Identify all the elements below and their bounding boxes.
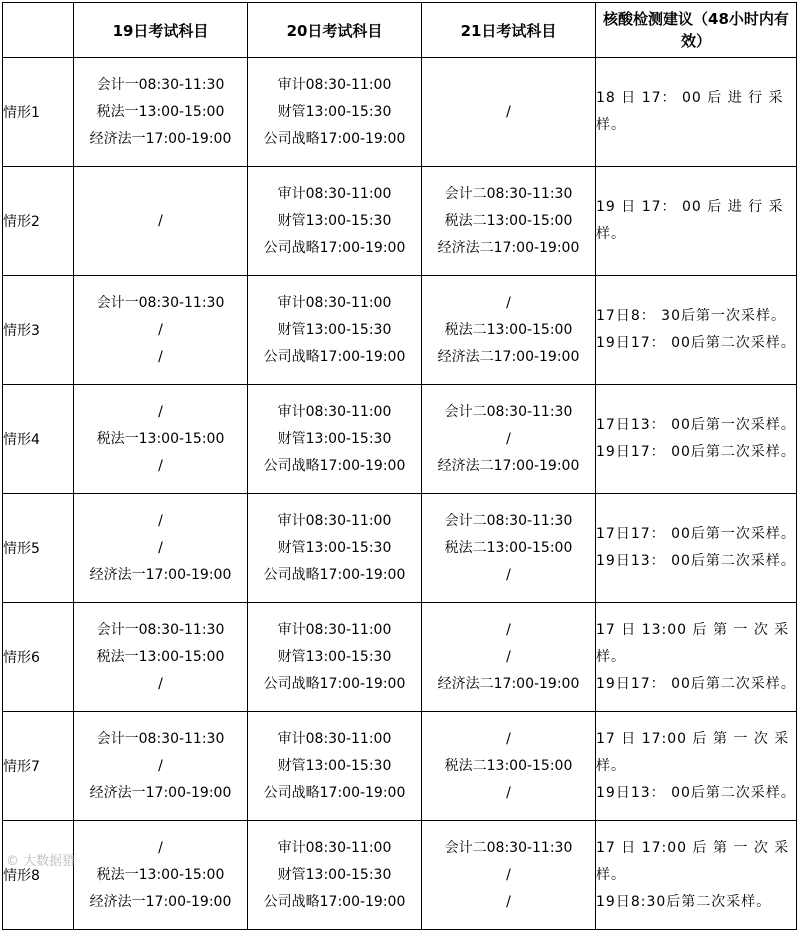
schedule-cell-d20 (248, 58, 422, 167)
schedule-cell-d20 (248, 494, 422, 603)
exam-schedule-table (2, 2, 797, 930)
cell-line: 财管13:00-15:30 (277, 539, 392, 556)
cell-line: 税法一13:00-15:00 (96, 430, 225, 447)
schedule-cell-d19 (74, 603, 248, 712)
scenario-label: 情形2 (3, 167, 74, 276)
schedule-cell-d20 (248, 603, 422, 712)
cell-line: 审计08:30-11:00 (277, 403, 392, 420)
cell-line: 税法二13:00-15:00 (444, 539, 573, 556)
cell-line: 公司战略17:00-19:00 (263, 348, 406, 365)
scenario-label: 情形4 (3, 385, 74, 494)
scenario-label: 情形1 (3, 58, 74, 167)
schedule-cell-d19 (74, 167, 248, 276)
advice-cell (596, 712, 797, 821)
cell-line: 公司战略17:00-19:00 (263, 893, 406, 910)
cell-line: 17日8： 30后第一次采样。 (596, 308, 786, 324)
cell-line: 审计08:30-11:00 (277, 76, 392, 93)
cell-line: 19 日 17： 00 后 进 行 采 样。 (596, 199, 784, 242)
cell-line: 税法一13:00-15:00 (96, 103, 225, 120)
cell-line: 财管13:00-15:30 (277, 757, 392, 774)
cell-line: 公司战略17:00-19:00 (263, 566, 406, 583)
cell-line: 税法一13:00-15:00 (96, 866, 225, 883)
table-body (3, 58, 797, 930)
header-day20: 20日考试科目 (248, 3, 422, 58)
cell-line: / (158, 757, 163, 774)
cell-line: 审计08:30-11:00 (277, 730, 392, 747)
header-row (3, 3, 797, 58)
table-row (3, 494, 797, 603)
cell-line: / (158, 512, 163, 529)
cell-line: 19日8:30后第二次采样。 (596, 893, 772, 910)
cell-line: / (506, 294, 511, 311)
header-day19: 19日考试科目 (74, 3, 248, 58)
cell-line: 19日17： 00后第二次采样。 (596, 335, 796, 351)
header-advice: 核酸检测建议（48小时内有效） (596, 3, 797, 58)
cell-line: 税法一13:00-15:00 (96, 648, 225, 665)
scenario-label: 情形3 (3, 276, 74, 385)
scenario-label: 情形8 (3, 821, 74, 930)
cell-line: 财管13:00-15:30 (277, 321, 392, 338)
cell-line: 经济法二17:00-19:00 (437, 457, 580, 474)
scenario-label: 情形5 (3, 494, 74, 603)
cell-line: 17日13： 00后第一次采样。 (596, 417, 796, 433)
cell-line: 税法二13:00-15:00 (444, 321, 573, 338)
schedule-cell-d21 (422, 385, 596, 494)
cell-line: 17日17： 00后第一次采样。 (596, 526, 796, 542)
cell-line: 财管13:00-15:30 (277, 648, 392, 665)
cell-line: / (506, 784, 511, 801)
cell-line: 会计二08:30-11:30 (444, 512, 573, 529)
schedule-cell-d21 (422, 276, 596, 385)
cell-line: 经济法二17:00-19:00 (437, 348, 580, 365)
schedule-cell-d21 (422, 167, 596, 276)
cell-line: 审计08:30-11:00 (277, 621, 392, 638)
schedule-cell-d20 (248, 712, 422, 821)
cell-line: / (506, 621, 511, 638)
cell-line: 公司战略17:00-19:00 (263, 130, 406, 147)
cell-line: 会计一08:30-11:30 (96, 621, 225, 638)
cell-line: 会计二08:30-11:30 (444, 185, 573, 202)
cell-line: / (158, 348, 163, 365)
cell-line: 17 日 13:00 后 第 一 次 采 样。 (596, 621, 790, 665)
schedule-cell-d19 (74, 276, 248, 385)
cell-line: 会计一08:30-11:30 (96, 294, 225, 311)
schedule-cell-d19 (74, 58, 248, 167)
advice-cell (596, 603, 797, 712)
cell-line: 财管13:00-15:30 (277, 866, 392, 883)
schedule-cell-d19 (74, 712, 248, 821)
cell-line: 会计一08:30-11:30 (96, 76, 225, 93)
cell-line: 财管13:00-15:30 (277, 430, 392, 447)
table-row (3, 385, 797, 494)
advice-cell (596, 821, 797, 930)
cell-line: 经济法一17:00-19:00 (89, 130, 232, 147)
schedule-cell-d21 (422, 58, 596, 167)
table-row (3, 276, 797, 385)
advice-cell (596, 58, 797, 167)
cell-line: 公司战略17:00-19:00 (263, 784, 406, 801)
cell-line: 公司战略17:00-19:00 (263, 239, 406, 256)
schedule-cell-d19 (74, 821, 248, 930)
schedule-cell-d21 (422, 603, 596, 712)
cell-line: 公司战略17:00-19:00 (263, 457, 406, 474)
cell-line: 会计一08:30-11:30 (96, 730, 225, 747)
cell-line: / (158, 321, 163, 338)
cell-line: 财管13:00-15:30 (277, 212, 392, 229)
table-row (3, 712, 797, 821)
scenario-label: 情形6 (3, 603, 74, 712)
cell-line: / (506, 566, 511, 583)
cell-line: / (158, 403, 163, 420)
schedule-cell-d21 (422, 821, 596, 930)
cell-line: / (506, 866, 511, 883)
cell-line: 经济法二17:00-19:00 (437, 239, 580, 256)
schedule-cell-d21 (422, 494, 596, 603)
schedule-cell-d20 (248, 167, 422, 276)
cell-line: 经济法一17:00-19:00 (89, 784, 232, 801)
cell-line: 税法二13:00-15:00 (444, 757, 573, 774)
header-day21: 21日考试科目 (422, 3, 596, 58)
cell-line: 19日17： 00后第二次采样。 (596, 444, 796, 460)
table-row (3, 167, 797, 276)
cell-line: 公司战略17:00-19:00 (263, 675, 406, 692)
advice-cell (596, 385, 797, 494)
cell-line: / (506, 893, 511, 910)
cell-line: 经济法一17:00-19:00 (89, 893, 232, 910)
cell-line: / (158, 212, 163, 229)
schedule-cell-d20 (248, 276, 422, 385)
table-row (3, 58, 797, 167)
cell-line: 17 日 17:00 后 第 一 次 采 样。 (596, 839, 790, 883)
advice-cell (596, 494, 797, 603)
schedule-cell-d20 (248, 385, 422, 494)
cell-line: / (506, 430, 511, 447)
schedule-cell-d19 (74, 494, 248, 603)
cell-line: 审计08:30-11:00 (277, 294, 392, 311)
cell-line: 18 日 17： 00 后 进 行 采 样。 (596, 90, 784, 133)
advice-cell (596, 276, 797, 385)
cell-line: 审计08:30-11:00 (277, 185, 392, 202)
cell-line: 经济法一17:00-19:00 (89, 566, 232, 583)
cell-line: 税法二13:00-15:00 (444, 212, 573, 229)
cell-line: 19日13： 00后第二次采样。 (596, 553, 796, 569)
cell-line: 会计二08:30-11:30 (444, 839, 573, 856)
cell-line: / (158, 675, 163, 692)
cell-line: / (158, 539, 163, 556)
cell-line: 19日17： 00后第二次采样。 (596, 675, 796, 692)
table-row (3, 603, 797, 712)
cell-line: 审计08:30-11:00 (277, 512, 392, 529)
schedule-cell-d21 (422, 712, 596, 821)
cell-line: 19日13： 00后第二次采样。 (596, 784, 796, 801)
cell-line: / (506, 648, 511, 665)
cell-line: / (506, 103, 511, 120)
scenario-label: 情形7 (3, 712, 74, 821)
cell-line: / (158, 457, 163, 474)
cell-line: 财管13:00-15:30 (277, 103, 392, 120)
cell-line: / (506, 730, 511, 747)
cell-line: / (158, 839, 163, 856)
cell-line: 会计二08:30-11:30 (444, 403, 573, 420)
table-row (3, 821, 797, 930)
cell-line: 17 日 17:00 后 第 一 次 采 样。 (596, 730, 790, 774)
schedule-cell-d19 (74, 385, 248, 494)
cell-line: 审计08:30-11:00 (277, 839, 392, 856)
watermark: © 大数据猎 (6, 854, 76, 869)
advice-cell (596, 167, 797, 276)
cell-line: 经济法二17:00-19:00 (437, 675, 580, 692)
schedule-cell-d20 (248, 821, 422, 930)
header-corner (3, 3, 74, 58)
